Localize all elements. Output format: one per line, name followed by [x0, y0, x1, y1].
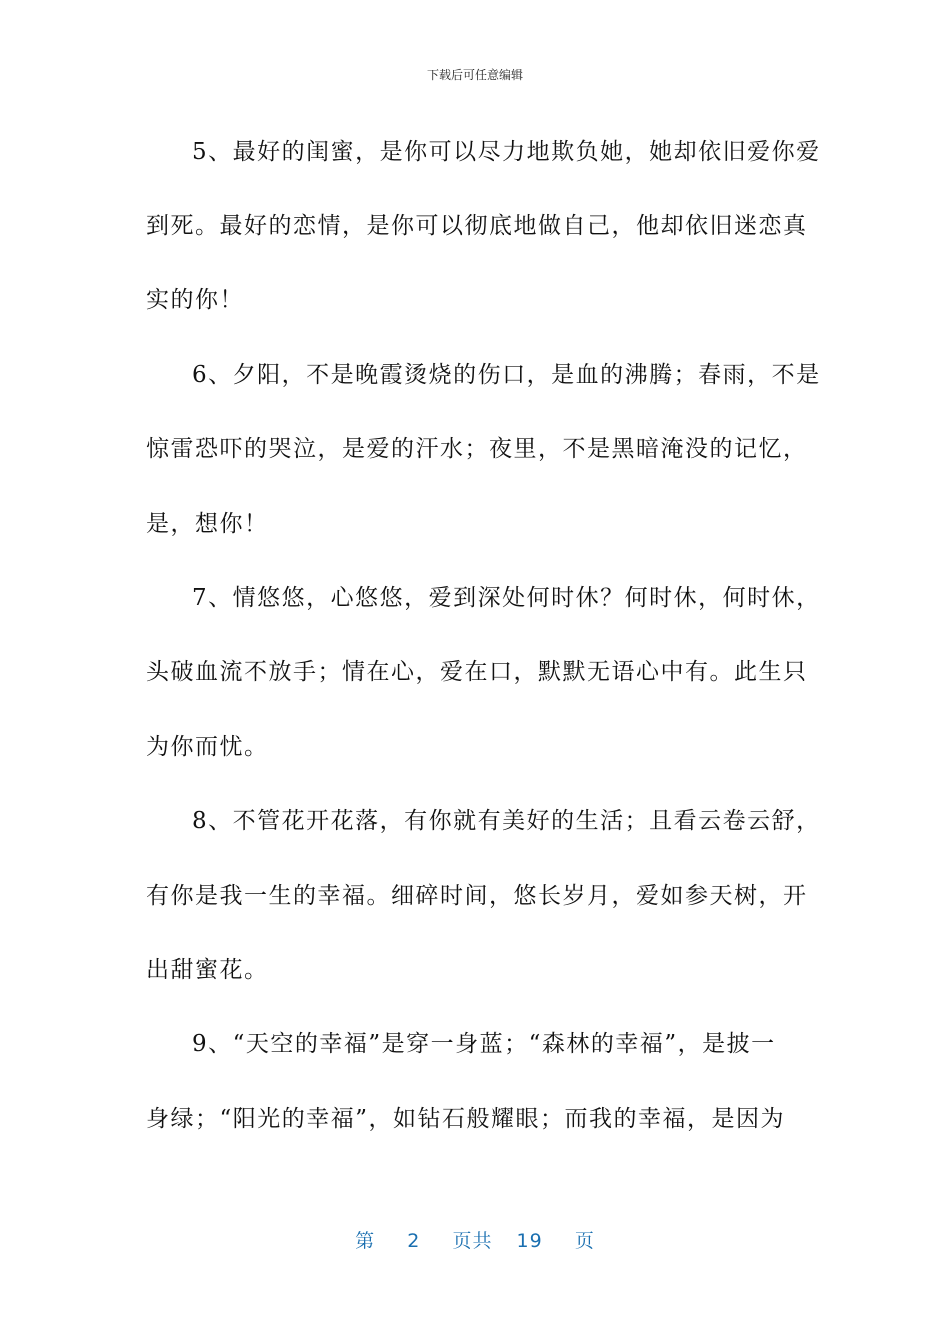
paragraph-8-line-1: 8、不管花开花落，有你就有美好的生活；且看云卷云舒，	[192, 808, 821, 835]
footer-prefix: 第	[355, 1230, 376, 1252]
page-number-footer	[0, 1226, 950, 1253]
paragraph-5-line-3: 实的你！	[146, 287, 244, 314]
paragraph-6-line-3: 是，想你！	[146, 510, 269, 537]
paragraph-5-line-2: 到死。最好的恋情，是你可以彻底地做自己，他却依旧迷恋真	[146, 213, 808, 240]
footer-current-page: 2	[407, 1230, 421, 1252]
paragraph-9-line-2: 身绿；“阳光的幸福”，如钻石般耀眼；而我的幸福，是因为	[146, 1105, 786, 1132]
paragraph-9-line-1: 9、“天空的幸福”是穿一身蓝；“森林的幸福”，是披一	[192, 1031, 776, 1058]
footer-middle: 页共	[452, 1230, 493, 1252]
paragraph-7-line-1: 7、情悠悠，心悠悠，爱到深处何时休？何时休，何时休，	[192, 585, 821, 612]
footer-total-pages: 19	[516, 1230, 543, 1252]
paragraph-6-line-2: 惊雷恐吓的哭泣，是爱的汗水；夜里，不是黑暗淹没的记忆，	[146, 436, 808, 463]
document-body	[146, 112, 821, 1153]
footer-suffix: 页	[574, 1230, 595, 1252]
paragraph-5-line-1: 5、最好的闺蜜，是你可以尽力地欺负她，她却依旧爱你爱	[192, 138, 821, 165]
page-header: 下载后可任意编辑	[426, 68, 523, 82]
paragraph-6-line-1: 6、夕阳，不是晚霞烫烧的伤口，是血的沸腾；春雨，不是	[192, 361, 821, 388]
paragraph-7-line-2: 头破血流不放手；情在心，爱在口，默默无语心中有。此生只	[146, 659, 808, 686]
paragraph-8-line-2: 有你是我一生的幸福。细碎时间，悠长岁月，爱如参天树，开	[146, 882, 808, 909]
paragraph-7-line-3: 为你而忧。	[146, 733, 269, 760]
paragraph-8-line-3: 出甜蜜花。	[146, 956, 269, 983]
